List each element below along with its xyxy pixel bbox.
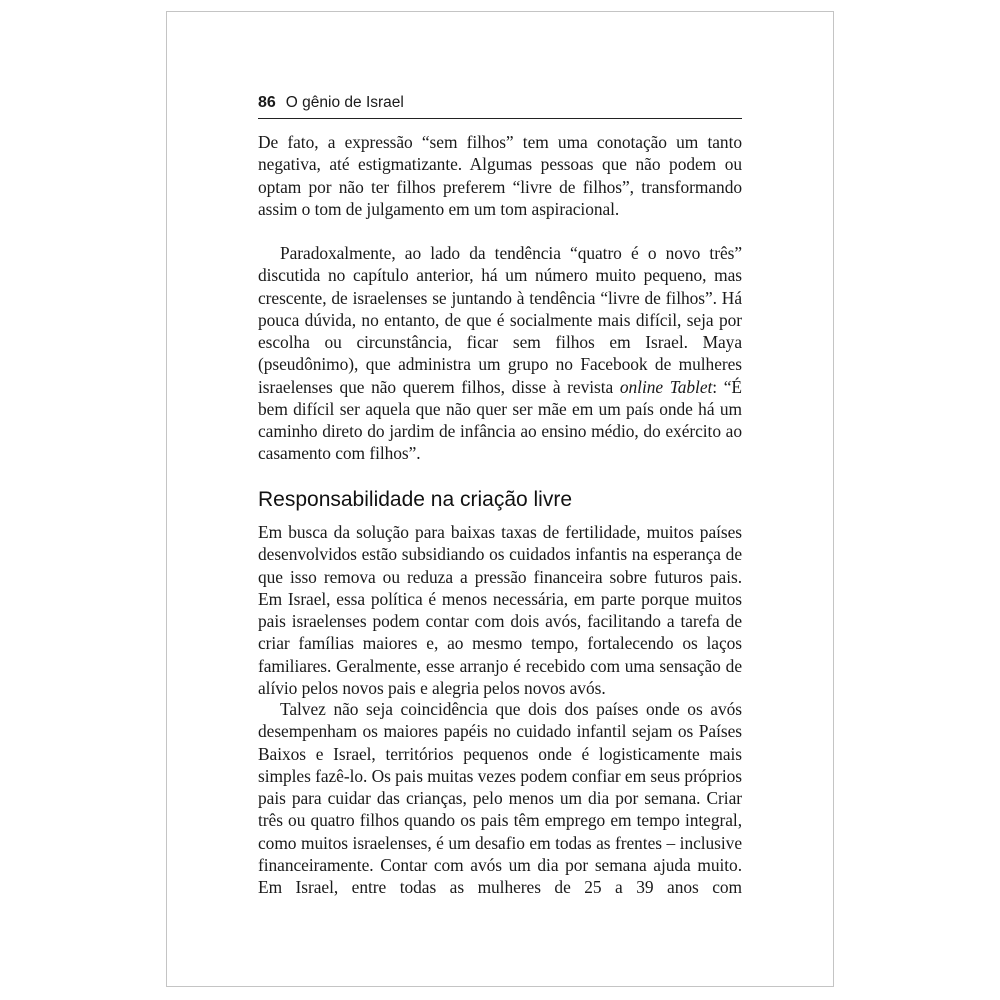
running-header bbox=[258, 90, 742, 116]
paragraph-2 bbox=[258, 242, 742, 465]
paragraph-4: Talvez não seja coincidência que dois dos países onde os avós desempenham os maiores papéis no cuidado infantil sejam os Países Baixos e Israel, territórios pequenos onde é logisticamente mais simples fazê-lo. Os pais muitas vezes podem confiar em seus próprios pais para cuidar das crianças, pelo menos um dia por semana. Criar três ou quatro filhos quando os pais têm emprego em tempo integral, como muitos israelenses, é um desafio em todas as frentes – inclusive financeiramente. Contar com avós um dia por semana ajuda muito. Em Israel, entre todas as mulheres de 25 a 39 anos com bbox=[258, 699, 742, 897]
paragraph-1: De fato, a expressão “sem filhos” tem uma conotação um tanto negativa, até estigmatizante. Algumas pessoas que não podem ou optam por não ter filhos preferem “livre de filhos”, transformando assim o tom de julgamento em um tom aspiracional. bbox=[258, 132, 742, 219]
paragraph-3: Em busca da solução para baixas taxas de fertilidade, muitos países desenvolvidos estão subsidiando os cuidados infantis na esperança de que isso remova ou reduza a pressão financeira sobre futuros pais. Em Israel, essa política é menos necessária, em parte porque muitos pais israelenses podem contar com dois avós, facilitando a tarefa de criar famílias maiores e, ao mesmo tempo, fortalecendo os laços familiares. Geralmente, esse arranjo é recebido com uma sensação de alívio pelos novos pais e alegria pelos novos avós. bbox=[258, 522, 742, 698]
book-title: O gênio de Israel bbox=[285, 94, 404, 111]
paragraph-2-italic: online Tablet bbox=[619, 376, 713, 397]
header-divider bbox=[258, 118, 742, 119]
section-heading: Responsabilidade na criação livre bbox=[258, 488, 573, 511]
paragraph-2-text-b: : “É bem difícil ser aquela que não quer ser mãe em um país onde há um caminho direto do jardim de infância ao ensino médio, do exército ao casamento com filhos”. bbox=[258, 376, 742, 464]
page-number: 86 bbox=[258, 94, 276, 111]
paragraph-2-text-a: Paradoxalmente, ao lado da tendência “quatro é o novo três” discutida no capítulo anterior, há um número muito pequeno, mas crescente, de israelenses se juntando à tendência “livre de filhos”. Há pouca dúvida, no entanto, de que é socialmente mais difícil, seja por escolha ou circunstância, ficar sem filhos em Israel. Maya (pseudônimo), que administra um grupo no Facebook de mulheres israelenses que não querem filhos, disse à revista bbox=[258, 243, 742, 397]
